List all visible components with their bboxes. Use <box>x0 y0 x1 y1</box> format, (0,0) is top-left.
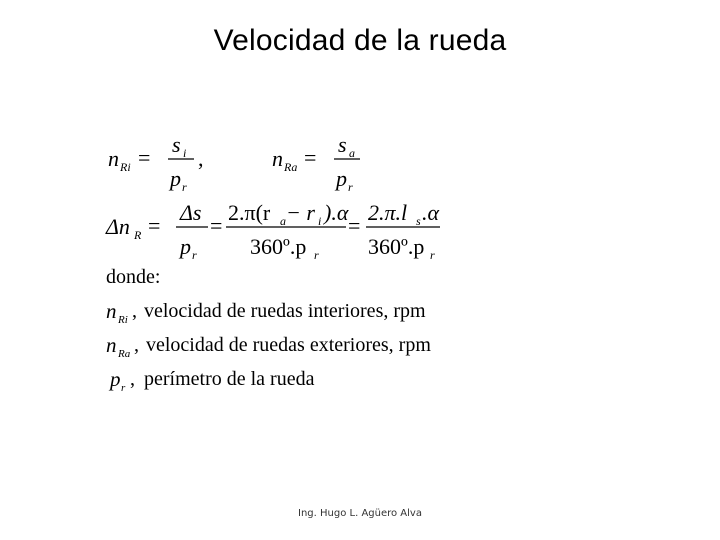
eq-right-den-sub: r <box>430 248 435 262</box>
eq-mid-num-sub-a: a <box>280 214 286 228</box>
eq-nri-den: p <box>170 166 181 191</box>
eq-delta-equals-1: = <box>148 213 161 238</box>
definition-1-sub: Ri <box>118 314 128 326</box>
eq-mid-den-sub: r <box>314 248 319 262</box>
definition-item-2 <box>106 333 431 360</box>
eq-delta-den-1-sub: r <box>192 248 197 262</box>
eq-nra <box>272 132 360 194</box>
definition-3-sub: r <box>121 382 126 394</box>
definition-1-symbol: n <box>106 299 117 323</box>
definition-3-text: perímetro de la rueda <box>144 368 315 390</box>
formula-block <box>100 128 520 418</box>
eq-delta-den-1: p <box>180 234 191 259</box>
eq-nri <box>108 132 204 194</box>
eq-nra-equals: = <box>304 145 317 170</box>
eq-right-den: 360º.p <box>368 234 425 259</box>
definition-3-symbol: p <box>110 367 121 391</box>
formula-svg <box>100 128 520 418</box>
eq-delta <box>105 200 440 262</box>
eq-delta-sub: R <box>134 228 142 242</box>
definition-item-1 <box>106 299 426 326</box>
eq-mid-num-minus: − r <box>286 200 315 225</box>
definition-2-symbol: n <box>106 333 117 357</box>
definition-1-text: velocidad de ruedas interiores, rpm <box>144 300 426 322</box>
eq-right-num-end: .α <box>422 200 440 225</box>
eq-delta-equals-2: = <box>210 213 223 238</box>
definition-2-sub: Ra <box>118 348 131 360</box>
eq-nra-n: n <box>272 146 283 171</box>
eq-nri-num-sub: i <box>183 146 187 160</box>
eq-right-num: 2.π.l <box>368 200 408 225</box>
eq-delta-n: Δn <box>106 214 130 239</box>
eq-right-num-sub: s <box>416 214 421 228</box>
eq-nra-num: s <box>338 132 347 157</box>
eq-nra-den: p <box>336 166 347 191</box>
definition-2-comma: , <box>134 334 139 356</box>
eq-nri-equals: = <box>138 145 151 170</box>
slide-footer: Ing. Hugo L. Agüero Alva <box>298 508 422 519</box>
eq-mid-num-end: ).α <box>324 200 349 225</box>
eq-nri-n: n <box>108 146 119 171</box>
eq-nri-sub: Ri <box>120 160 131 174</box>
eq-nri-den-sub: r <box>182 180 187 194</box>
eq-nra-sub: Ra <box>284 160 298 174</box>
eq-delta-equals-3: = <box>348 213 361 238</box>
eq-mid-den: 360º.p <box>250 234 307 259</box>
definitions-intro: donde: <box>106 266 161 288</box>
definition-item-3 <box>108 367 315 394</box>
eq-delta-s: Δs <box>180 200 202 225</box>
eq-mid-num-start: 2.π(r <box>228 200 271 225</box>
eq-mid-num-sub-i: i <box>318 214 322 228</box>
eq-nri-num: s <box>172 132 181 157</box>
slide-title: Velocidad de la rueda <box>213 24 507 57</box>
eq-nra-den-sub: r <box>348 180 353 194</box>
definition-2-text: velocidad de ruedas exteriores, rpm <box>146 334 431 356</box>
eq-nra-num-sub: a <box>349 146 355 160</box>
definition-1-comma: , <box>132 300 137 322</box>
eq-nri-comma: , <box>198 146 204 171</box>
definition-3-comma: , <box>130 368 135 390</box>
